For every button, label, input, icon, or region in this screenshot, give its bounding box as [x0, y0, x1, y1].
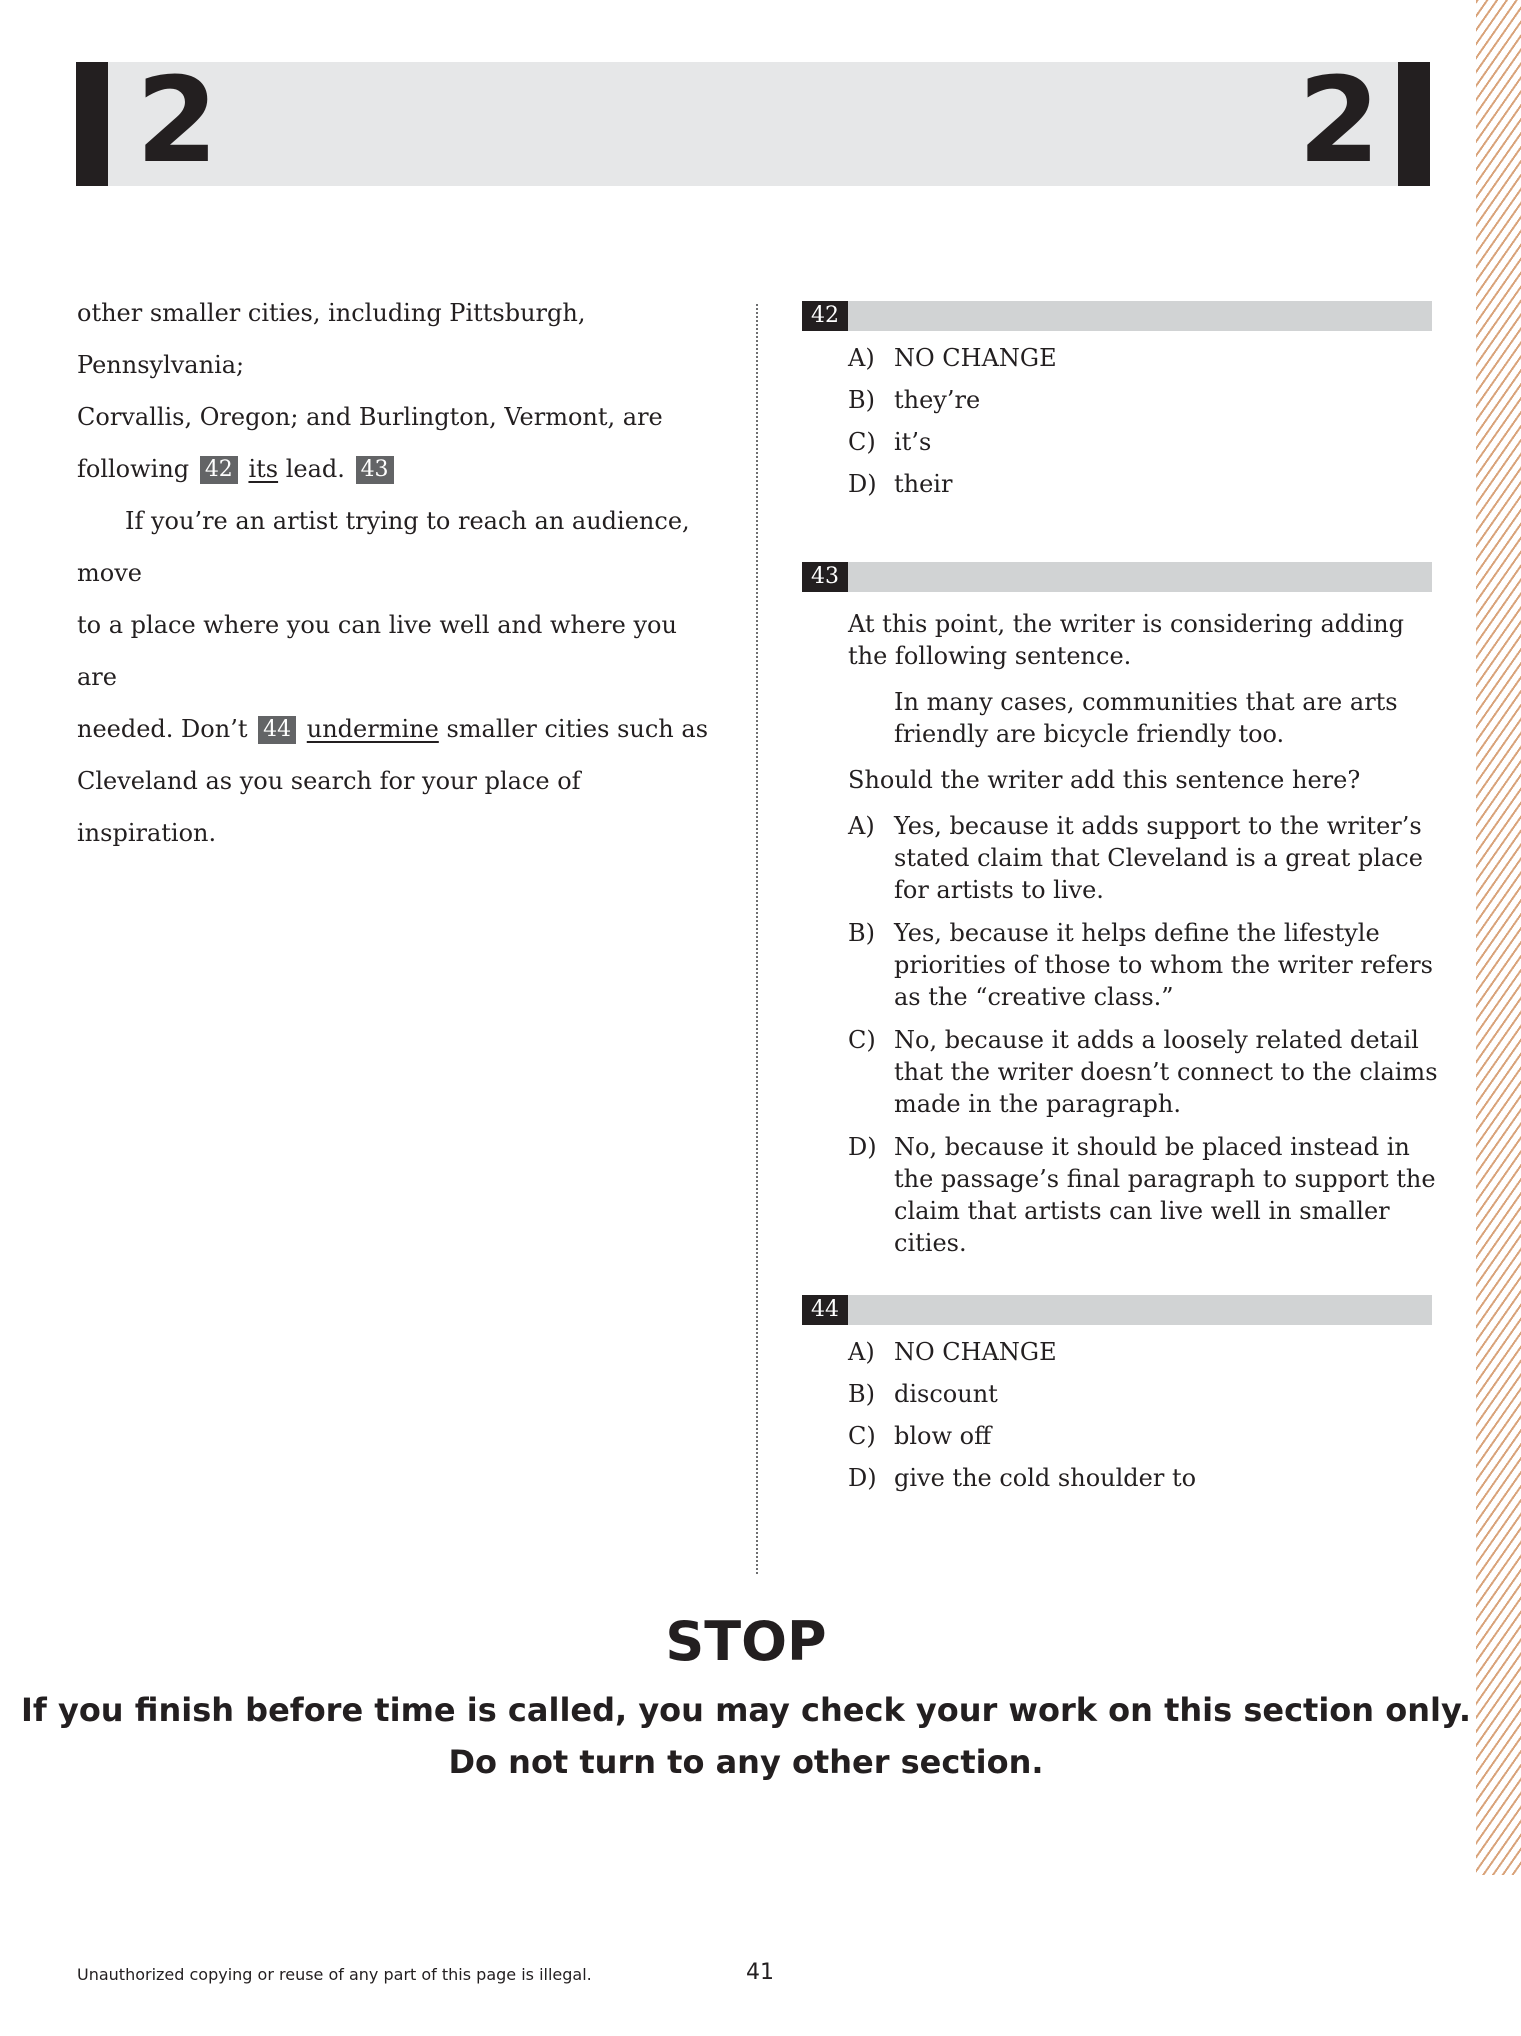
header-bar-right — [1398, 62, 1430, 186]
choice-text: they’re — [894, 386, 981, 414]
choice-text: No, because it should be placed instead in the passage’s final paragraph to support the claim that artists can live well in smaller cities. — [894, 1133, 1436, 1257]
choice-42-d[interactable] — [848, 468, 1438, 500]
choice-42-a[interactable] — [848, 342, 1438, 374]
choice-letter: D) — [848, 470, 877, 498]
section-number-right: 2 — [1298, 51, 1381, 189]
choice-text: Yes, because it helps define the lifestyle priorities of those to whom the writer refers as the “creative class.” — [894, 919, 1433, 1011]
choice-text: their — [894, 470, 953, 498]
question-stem: At this point, the writer is considering adding the following sentence. — [848, 610, 1404, 670]
passage-line: If you’re an artist trying to reach an audience, move — [77, 507, 690, 587]
question-ref-43[interactable]: 43 — [356, 456, 394, 484]
choice-text: No, because it adds a loosely related detail that the writer doesn’t connect to the claims made in the paragraph. — [894, 1026, 1438, 1118]
choice-42-c[interactable] — [848, 426, 1438, 458]
passage-line: Cleveland as you search for your place of inspiration. — [77, 767, 581, 847]
passage-line: other smaller cities, including Pittsburgh, Pennsylvania; — [77, 299, 586, 379]
choice-letter: A) — [848, 1338, 875, 1366]
choice-43-b[interactable] — [848, 917, 1438, 1013]
question-header-42 — [802, 301, 1432, 331]
underlined-text-44: undermine — [306, 715, 439, 743]
choice-letter: B) — [848, 919, 875, 947]
choice-text: Yes, because it adds support to the writer’s stated claim that Cleveland is a great place for artists to live. — [894, 812, 1423, 904]
question-number-42: 42 — [802, 301, 848, 331]
stop-instruction-line1: If you finish before time is called, you may check your work on this section only. — [20, 1691, 1472, 1729]
column-divider — [756, 304, 758, 1574]
choice-letter: A) — [848, 344, 875, 372]
passage-line — [77, 703, 717, 755]
question-header-43 — [802, 562, 1432, 592]
question-43-body — [848, 608, 1438, 1270]
underlined-text-42: its — [248, 455, 279, 483]
stop-instruction-line2: Do not turn to any other section. — [448, 1743, 1044, 1781]
stop-title: STOP — [665, 1610, 827, 1673]
choice-letter: C) — [848, 1422, 876, 1450]
choice-letter: B) — [848, 386, 875, 414]
choice-letter: D) — [848, 1464, 877, 1492]
choice-text: NO CHANGE — [894, 344, 1057, 372]
choice-letter: B) — [848, 1380, 875, 1408]
passage-text — [77, 287, 717, 859]
choice-text: blow off — [894, 1422, 992, 1450]
copyright-notice: Unauthorized copying or reuse of any part of this page is illegal. — [77, 1965, 592, 1984]
question-number-44: 44 — [802, 1295, 848, 1325]
choice-43-d[interactable] — [848, 1131, 1438, 1259]
question-number-43: 43 — [802, 562, 848, 592]
choice-text: it’s — [894, 428, 932, 456]
passage-fragment: needed. Don’t — [77, 715, 248, 743]
choice-44-c[interactable] — [848, 1420, 1438, 1452]
section-number-left: 2 — [136, 51, 219, 189]
choice-43-a[interactable] — [848, 810, 1438, 906]
passage-line: to a place where you can live well and where you are — [77, 611, 677, 691]
choice-text: give the cold shoulder to — [894, 1464, 1197, 1492]
question-header-44 — [802, 1295, 1432, 1325]
question-ref-44[interactable]: 44 — [258, 716, 296, 744]
choice-letter: C) — [848, 1026, 876, 1054]
choice-letter: D) — [848, 1133, 877, 1161]
choice-44-d[interactable] — [848, 1462, 1438, 1494]
choice-text: NO CHANGE — [894, 1338, 1057, 1366]
question-42-choices — [848, 342, 1438, 510]
passage-line — [77, 443, 717, 495]
question-44-choices — [848, 1336, 1438, 1504]
choice-letter: C) — [848, 428, 876, 456]
page-number: 41 — [746, 1960, 774, 1985]
choice-44-a[interactable] — [848, 1336, 1438, 1368]
header-bar-left — [76, 62, 108, 186]
section-header-band — [76, 62, 1430, 186]
choice-letter: A) — [848, 812, 875, 840]
passage-fragment: following — [77, 455, 190, 483]
quoted-sentence: In many cases, communities that are arts friendly are bicycle friendly too. — [894, 688, 1398, 748]
choice-43-c[interactable] — [848, 1024, 1438, 1120]
passage-fragment: smaller cities such as — [446, 715, 709, 743]
margin-hatch — [1476, 0, 1521, 1875]
passage-line: Corvallis, Oregon; and Burlington, Vermont, are — [77, 403, 663, 431]
choice-text: discount — [894, 1380, 998, 1408]
choice-44-b[interactable] — [848, 1378, 1438, 1410]
question-prompt: Should the writer add this sentence here? — [848, 766, 1361, 794]
choice-42-b[interactable] — [848, 384, 1438, 416]
question-ref-42[interactable]: 42 — [200, 456, 238, 484]
passage-fragment: lead. — [285, 455, 345, 483]
